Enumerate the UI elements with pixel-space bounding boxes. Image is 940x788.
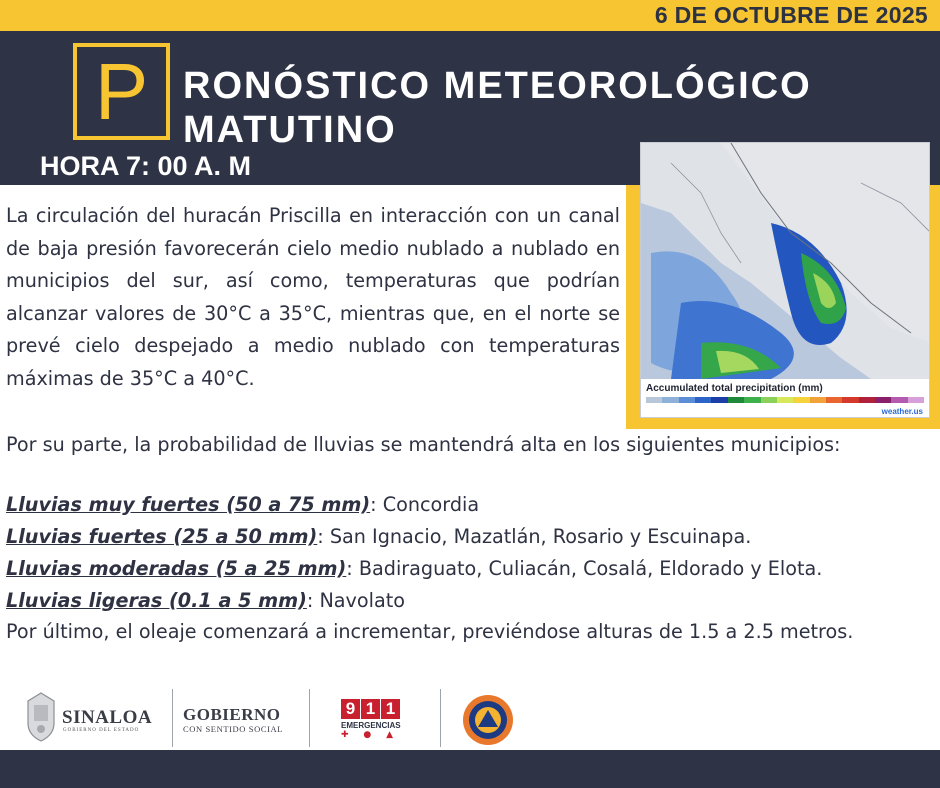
legend-color-swatch <box>711 397 727 403</box>
legend-color-swatch <box>810 397 826 403</box>
legend-color-swatch <box>646 397 662 403</box>
closing-paragraph: Por último, el oleaje comenzará a incrementar, previéndose alturas de 1.5 a 2.5 metros. <box>6 620 854 643</box>
legend-color-swatch <box>662 397 678 403</box>
rain-category: Lluvias moderadas (5 a 25 mm) <box>6 557 347 580</box>
title-line-1: RONÓSTICO METEOROLÓGICO <box>183 65 812 107</box>
legend-color-swatch <box>842 397 858 403</box>
footer-divider <box>172 689 173 747</box>
legend-color-swatch <box>728 397 744 403</box>
map-brand: weather.us <box>881 407 923 416</box>
rain-places: : Concordia <box>370 493 480 516</box>
title-initial-box <box>73 43 170 140</box>
precipitation-map <box>640 142 930 418</box>
bottom-bar <box>0 750 940 788</box>
legend-color-swatch <box>891 397 907 403</box>
rain-item <box>6 525 751 548</box>
gobierno-logo-text: GOBIERNO <box>183 705 281 724</box>
rain-item <box>6 589 405 612</box>
legend-color-swatch <box>695 397 711 403</box>
footer-divider <box>440 689 441 747</box>
date-text: 6 DE OCTUBRE DE 2025 <box>654 2 928 28</box>
rain-category: Lluvias fuertes (25 a 50 mm) <box>6 525 318 548</box>
rain-item <box>6 493 479 516</box>
rain-item <box>6 557 822 580</box>
rain-places: : Navolato <box>306 589 405 612</box>
legend-color-swatch <box>826 397 842 403</box>
proteccion-civil-badge-icon <box>461 693 515 747</box>
map-legend-colorbar <box>646 397 924 403</box>
legend-color-swatch <box>793 397 809 403</box>
e911-label: EMERGENCIAS <box>341 721 401 730</box>
state-seal-icon <box>24 691 58 743</box>
e911-digit: 1 <box>361 699 380 719</box>
rain-places: : San Ignacio, Mazatlán, Rosario y Escuinapa. <box>317 525 752 548</box>
title-initial: P <box>94 47 149 136</box>
rain-places: : Badiraguato, Culiacán, Cosalá, Eldorado y Elota. <box>346 557 823 580</box>
forecast-time: HORA 7: 00 A. M <box>40 151 252 181</box>
footer-logos <box>0 683 940 750</box>
legend-color-swatch <box>908 397 924 403</box>
sinaloa-logo-subtext: GOBIERNO DEL ESTADO <box>63 728 140 733</box>
legend-color-swatch <box>744 397 760 403</box>
intro-paragraph: La circulación del huracán Priscilla en interacción con un canal de baja presión favorecerán cielo medio nublado a nublado en municipios del sur, así como, temperaturas que podrían alcanzar valores de 30°C a 35°C, mientras que, en el norte se prevé cielo despejado a medio nublado con temperaturas máximas de 35°C a 40°C. <box>6 204 620 390</box>
emergency-services-icons: ✚ ● ▲ <box>341 730 400 740</box>
legend-color-swatch <box>875 397 891 403</box>
legend-color-swatch <box>679 397 695 403</box>
rain-intro-paragraph: Por su parte, la probabilidad de lluvias se mantendrá alta en los siguientes municipios: <box>6 433 841 456</box>
legend-color-swatch <box>777 397 793 403</box>
gobierno-logo-subtext: CON SENTIDO SOCIAL <box>183 724 284 734</box>
legend-color-swatch <box>859 397 875 403</box>
map-legend-title: Accumulated total precipitation (mm) <box>646 383 823 394</box>
date-bar <box>0 0 940 31</box>
map-legend <box>641 379 929 418</box>
title-line-2: MATUTINO <box>183 109 397 151</box>
emergencias-911-logo <box>341 699 405 740</box>
e911-digit: 9 <box>341 699 360 719</box>
sinaloa-logo-text: SINALOA <box>62 707 153 728</box>
rain-category: Lluvias ligeras (0.1 a 5 mm) <box>6 589 307 612</box>
footer-divider <box>309 689 310 747</box>
e911-digit: 1 <box>381 699 400 719</box>
legend-color-swatch <box>761 397 777 403</box>
rain-category: Lluvias muy fuertes (50 a 75 mm) <box>6 493 371 516</box>
precipitation-map-image <box>641 143 930 379</box>
